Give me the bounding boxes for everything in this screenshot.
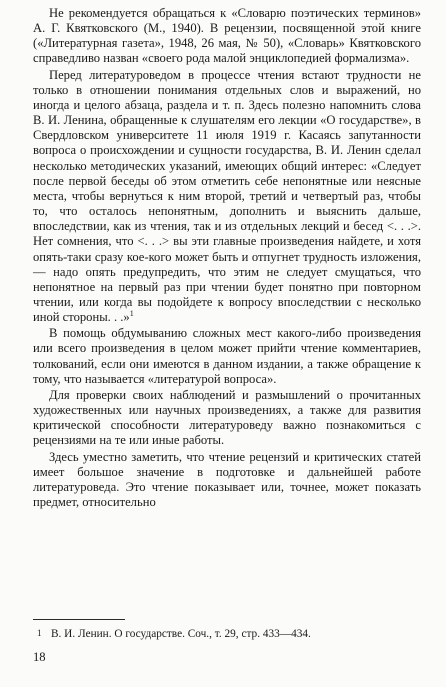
paragraph-5: Здесь уместно заметить, что чтение рецензий и критических статей имеет большое значение в подготовке и дальнейшей работе литературоведа. Это чтение показывает или, точнее, может показать предмет, относительно — [33, 449, 421, 509]
paragraph-2-text: Перед литературоведом в процессе чтения встают трудности не только в отношении понимания отдельных слов и выражений, но иногда и целого абзаца, раздела и т. п. Здесь полезно напомнить слова В. И. Ленина, обращенные к слушателям его лекции «О государстве», в Свердловском университете 11 июля 1919 г. Касаясь запутанности вопроса о происхождении и сущности государства, В. И. Ленин сделал несколько методических указаний, имеющих общий интерес: «Следует после первой беседы об этом отметить себе непонятные или неясные места, чтобы вернуться к ним второй, третий и четвертый раз, чтобы то, что осталось непонятным, дополнить и выяснить дальше, впоследствии, как из чтения, так и из отдельных лекций и бесед <. . .>. Нет сомнения, что <. . .> вы эти главные произведения найдете, и хотя опять-таки сразу кое-кого может быть и отпугнет трудность изложения, — надо опять предупредить, что этим не следует смущаться, что непонятное на первый раз при чтении будет понятно при повторном чтении, или когда вы подойдете к вопросу впоследствии с несколько иной стороны. . .» — [33, 67, 421, 325]
paragraph-3: В помощь обдумыванию сложных мест какого-либо произведения или всего произведения в целом может прийти чтение комментариев, толкований, если они имеются в данном издании, а также обращение к тому, что называется «литературой вопроса». — [33, 326, 421, 386]
main-text-block — [33, 6, 421, 511]
footnote-text: В. И. Ленин. О государстве. Соч., т. 29, стр. 433—434. — [51, 628, 311, 640]
footnote-marker: 1 — [37, 628, 42, 638]
footnote-reference: 1 — [129, 309, 134, 319]
paragraph-1: Не рекомендуется обращаться к «Словарю поэтических терминов» А. Г. Квятковского (М., 1940). В рецензии, посвященной этой книге («Литературная газета», 1948, 26 мая, № 50), «Словарь» Квятковского справедливо назван «своего рода малой энциклопедией формализма». — [33, 6, 421, 66]
page-number: 18 — [33, 650, 46, 664]
paragraph-4: Для проверки своих наблюдений и размышлений о прочитанных художественных или научных произведениях, а также для развития критической способности литературоведу важно познакомиться с рецензиями на те или иные работы. — [33, 387, 421, 448]
footnote — [37, 627, 421, 641]
footnote-divider — [33, 619, 125, 620]
paragraph-2 — [33, 68, 421, 326]
